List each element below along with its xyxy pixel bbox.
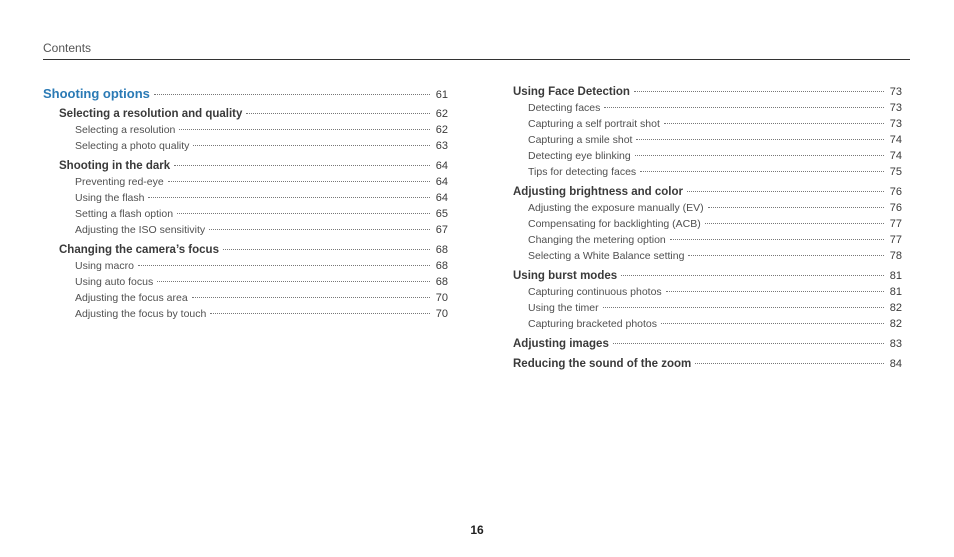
toc-leader-dots (157, 281, 430, 282)
toc-entry-page: 73 (889, 102, 902, 114)
toc-leader-dots (223, 249, 430, 250)
toc-entry-page: 68 (435, 260, 448, 272)
toc-leader-dots (664, 123, 884, 124)
toc-section[interactable] (513, 358, 902, 374)
toc-entry-page: 82 (889, 318, 902, 330)
toc-subsection[interactable] (43, 140, 448, 156)
toc-entry-title: Using the timer (528, 302, 599, 314)
toc-subsection[interactable] (513, 302, 902, 318)
toc-leader-dots (154, 94, 430, 95)
page-number: 16 (470, 523, 484, 537)
toc-section[interactable] (43, 244, 448, 260)
toc-subsection[interactable] (43, 176, 448, 192)
toc-leader-dots (192, 297, 430, 298)
toc-entry-page: 84 (889, 358, 902, 370)
toc-subsection[interactable] (513, 134, 902, 150)
toc-entry-title: Using burst modes (513, 270, 618, 282)
toc-entry-title: Capturing a smile shot (528, 134, 633, 146)
toc-entry-title: Detecting eye blinking (528, 150, 631, 162)
toc-section[interactable] (43, 108, 448, 124)
toc-entry-title: Shooting options (43, 86, 150, 101)
toc-subsection[interactable] (513, 118, 902, 134)
toc-entry-title: Capturing a self portrait shot (528, 118, 660, 130)
toc-subsection[interactable] (43, 224, 448, 240)
toc-subsection[interactable] (43, 124, 448, 140)
toc-leader-dots (138, 265, 430, 266)
toc-chapter[interactable] (43, 86, 448, 104)
toc-entry-page: 77 (889, 234, 902, 246)
toc-entry-page: 68 (435, 244, 448, 256)
toc-section[interactable] (513, 186, 902, 202)
header-label: Contents (43, 41, 92, 55)
toc-leader-dots (666, 291, 884, 292)
toc-leader-dots (246, 113, 430, 114)
toc-subsection[interactable] (513, 166, 902, 182)
toc-entry-page: 64 (435, 192, 448, 204)
toc-leader-dots (148, 197, 430, 198)
toc-entry-title: Adjusting the exposure manually (EV) (528, 202, 704, 214)
toc-subsection[interactable] (43, 308, 448, 324)
toc-entry-page: 78 (889, 250, 902, 262)
toc-entry-page: 82 (889, 302, 902, 314)
toc-entry-title: Selecting a resolution (75, 124, 176, 136)
toc-entry-title: Adjusting images (513, 338, 609, 350)
toc-entry-page: 64 (435, 176, 448, 188)
toc-entry-title: Using auto focus (75, 276, 154, 288)
toc-entry-page: 65 (435, 208, 448, 220)
toc-section[interactable] (513, 270, 902, 286)
toc-leader-dots (193, 145, 430, 146)
toc-entry-page: 67 (435, 224, 448, 236)
toc-leader-dots (688, 255, 884, 256)
toc-leader-dots (635, 155, 884, 156)
toc-entry-title: Capturing bracketed photos (528, 318, 657, 330)
toc-entry-title: Using Face Detection (513, 86, 630, 98)
toc-entry-page: 76 (889, 202, 902, 214)
toc-subsection[interactable] (43, 260, 448, 276)
toc-section[interactable] (43, 160, 448, 176)
toc-section[interactable] (513, 86, 902, 102)
toc-entry-page: 64 (435, 160, 448, 172)
toc-entry-title: Changing the camera’s focus (59, 244, 219, 256)
toc-entry-page: 74 (889, 134, 902, 146)
toc-entry-page: 62 (435, 124, 448, 136)
toc-entry-title: Adjusting the focus area (75, 292, 188, 304)
toc-entry-page: 74 (889, 150, 902, 162)
toc-entry-title: Detecting faces (528, 102, 601, 114)
toc-entry-page: 77 (889, 218, 902, 230)
toc-leader-dots (604, 107, 884, 108)
toc-subsection[interactable] (513, 250, 902, 266)
toc-entry-title: Adjusting the ISO sensitivity (75, 224, 206, 236)
toc-entry-title: Capturing continuous photos (528, 286, 662, 298)
toc-entry-title: Adjusting the focus by touch (75, 308, 207, 320)
toc-subsection[interactable] (513, 318, 902, 334)
toc-entry-page: 75 (889, 166, 902, 178)
toc-leader-dots (634, 91, 884, 92)
toc-leader-dots (705, 223, 884, 224)
toc-entry-page: 61 (435, 89, 448, 101)
toc-entry-title: Compensating for backlighting (ACB) (528, 218, 701, 230)
toc-entry-title: Using macro (75, 260, 134, 272)
toc-leader-dots (661, 323, 884, 324)
toc-leader-dots (210, 313, 430, 314)
toc-subsection[interactable] (513, 286, 902, 302)
toc-entry-page: 63 (435, 140, 448, 152)
toc-entry-page: 83 (889, 338, 902, 350)
toc-leader-dots (209, 229, 430, 230)
header-rule (43, 59, 910, 60)
toc-entry-page: 70 (435, 308, 448, 320)
toc-entry-title: Selecting a photo quality (75, 140, 190, 152)
toc-subsection[interactable] (513, 150, 902, 166)
toc-leader-dots (636, 139, 884, 140)
toc-entry-title: Selecting a White Balance setting (528, 250, 685, 262)
toc-entry-page: 76 (889, 186, 902, 198)
toc-subsection[interactable] (43, 276, 448, 292)
toc-leader-dots (670, 239, 884, 240)
toc-entry-title: Adjusting brightness and color (513, 186, 683, 198)
toc-subsection[interactable] (513, 102, 902, 118)
toc-entry-page: 62 (435, 108, 448, 120)
toc-leader-dots (695, 363, 884, 364)
toc-entry-title: Using the flash (75, 192, 145, 204)
toc-entry-page: 70 (435, 292, 448, 304)
toc-entry-page: 68 (435, 276, 448, 288)
toc-subsection[interactable] (43, 292, 448, 308)
toc-entry-title: Tips for detecting faces (528, 166, 637, 178)
toc-entry-title: Selecting a resolution and quality (59, 108, 243, 120)
toc-entry-title: Setting a flash option (75, 208, 174, 220)
toc-column-right (513, 86, 902, 374)
toc-subsection[interactable] (513, 218, 902, 234)
toc-leader-dots (640, 171, 884, 172)
toc-leader-dots (687, 191, 884, 192)
toc-subsection[interactable] (513, 202, 902, 218)
toc-leader-dots (174, 165, 430, 166)
toc-subsection[interactable] (513, 234, 902, 250)
toc-entry-page: 81 (889, 286, 902, 298)
toc-subsection[interactable] (43, 208, 448, 224)
toc-entry-title: Shooting in the dark (59, 160, 171, 172)
toc-entry-title: Changing the metering option (528, 234, 666, 246)
toc-subsection[interactable] (43, 192, 448, 208)
toc-entry-title: Reducing the sound of the zoom (513, 358, 692, 370)
toc-entry-page: 73 (889, 118, 902, 130)
toc-entry-page: 73 (889, 86, 902, 98)
toc-leader-dots (177, 213, 430, 214)
toc-section[interactable] (513, 338, 902, 354)
toc-leader-dots (613, 343, 884, 344)
toc-leader-dots (708, 207, 884, 208)
toc-leader-dots (168, 181, 430, 182)
toc-entry-page: 81 (889, 270, 902, 282)
toc-leader-dots (621, 275, 884, 276)
toc-entry-title: Preventing red-eye (75, 176, 164, 188)
toc-leader-dots (179, 129, 430, 130)
toc-leader-dots (603, 307, 884, 308)
toc-column-left (43, 86, 448, 324)
